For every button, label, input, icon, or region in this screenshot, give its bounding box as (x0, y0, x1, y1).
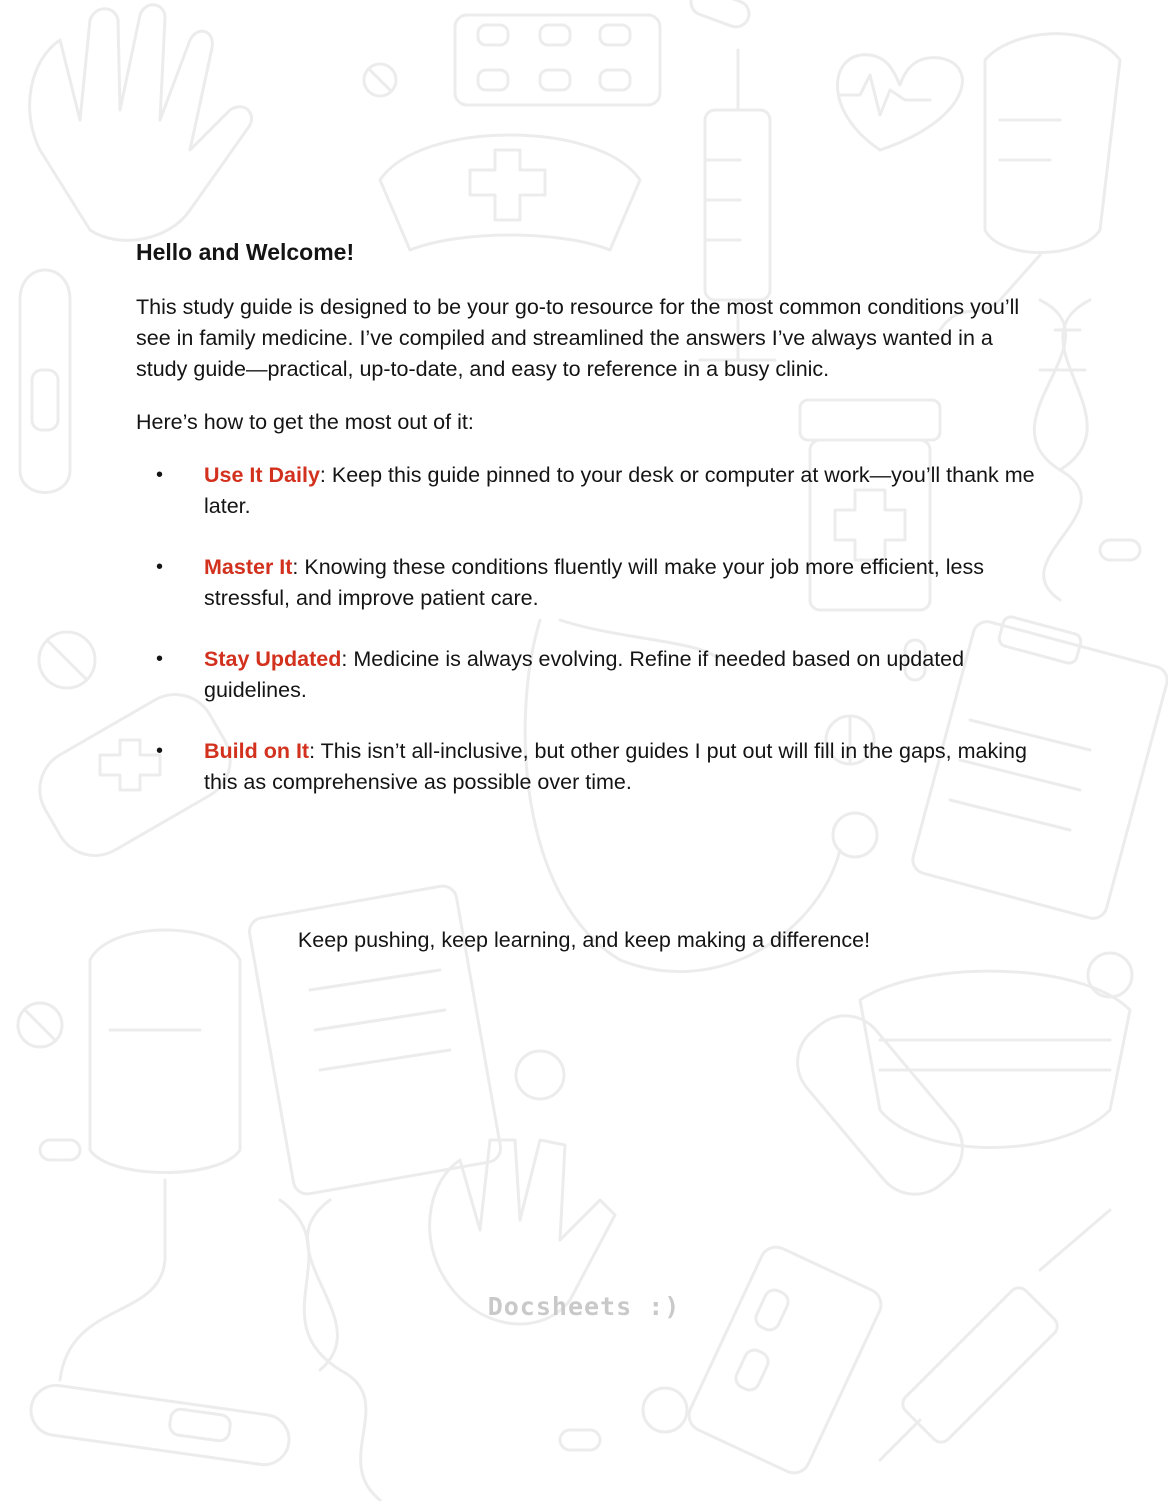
bullet-icon: • (156, 739, 164, 762)
intro-paragraph: This study guide is designed to be your go-to resource for the most common conditions you’ll see in family medicine. I’ve compiled and streamlined the answers I’ve always wanted in a study guide—practical, up-to-date, and easy to reference in a busy clinic. (136, 294, 1020, 381)
dna-icon (1034, 300, 1090, 600)
tip-text: : This isn’t all-inclusive, but other guides I put out will fill in the gaps, making this as comprehensive as possible over time. (204, 738, 1027, 794)
pill-blister-icon (684, 1242, 886, 1478)
bullet-icon: • (156, 463, 164, 486)
glove-icon (30, 5, 252, 241)
tip-title: Stay Updated (204, 646, 342, 671)
nurse-cap-icon (380, 135, 640, 250)
tip-text: : Medicine is always evolving. Refine if needed based on updated guidelines. (204, 646, 965, 702)
how-to-lead: Here’s how to get the most out of it: (136, 409, 474, 434)
thermometer-icon (28, 1382, 292, 1468)
thermometer-icon (20, 270, 70, 493)
tips-list (136, 460, 1036, 798)
tip-text: : Keep this guide pinned to your desk or computer at work—you’ll thank me later. (204, 462, 1035, 518)
bullet-icon: • (156, 555, 164, 578)
signature: Docsheets :) (487, 1292, 681, 1321)
bullet-icon: • (156, 647, 164, 670)
syringe-icon (880, 1210, 1110, 1460)
list-item (136, 460, 1036, 522)
list-item (136, 552, 1036, 614)
dna-icon (280, 1200, 380, 1500)
list-item (136, 736, 1036, 798)
heartbeat-icon (838, 55, 963, 150)
welcome-section (136, 238, 1036, 828)
tip-title: Build on It (204, 738, 310, 763)
pill-blister-icon (455, 15, 660, 105)
tip-title: Use It Daily (204, 462, 320, 487)
list-item (136, 644, 1036, 706)
closing-line: Keep pushing, keep learning, and keep making a difference! (297, 928, 871, 952)
tip-text: : Knowing these conditions fluently will make your job more efficient, less stressful, and improve patient care. (204, 554, 984, 610)
welcome-heading: Hello and Welcome! (136, 239, 355, 265)
tip-title: Master It (204, 554, 293, 579)
